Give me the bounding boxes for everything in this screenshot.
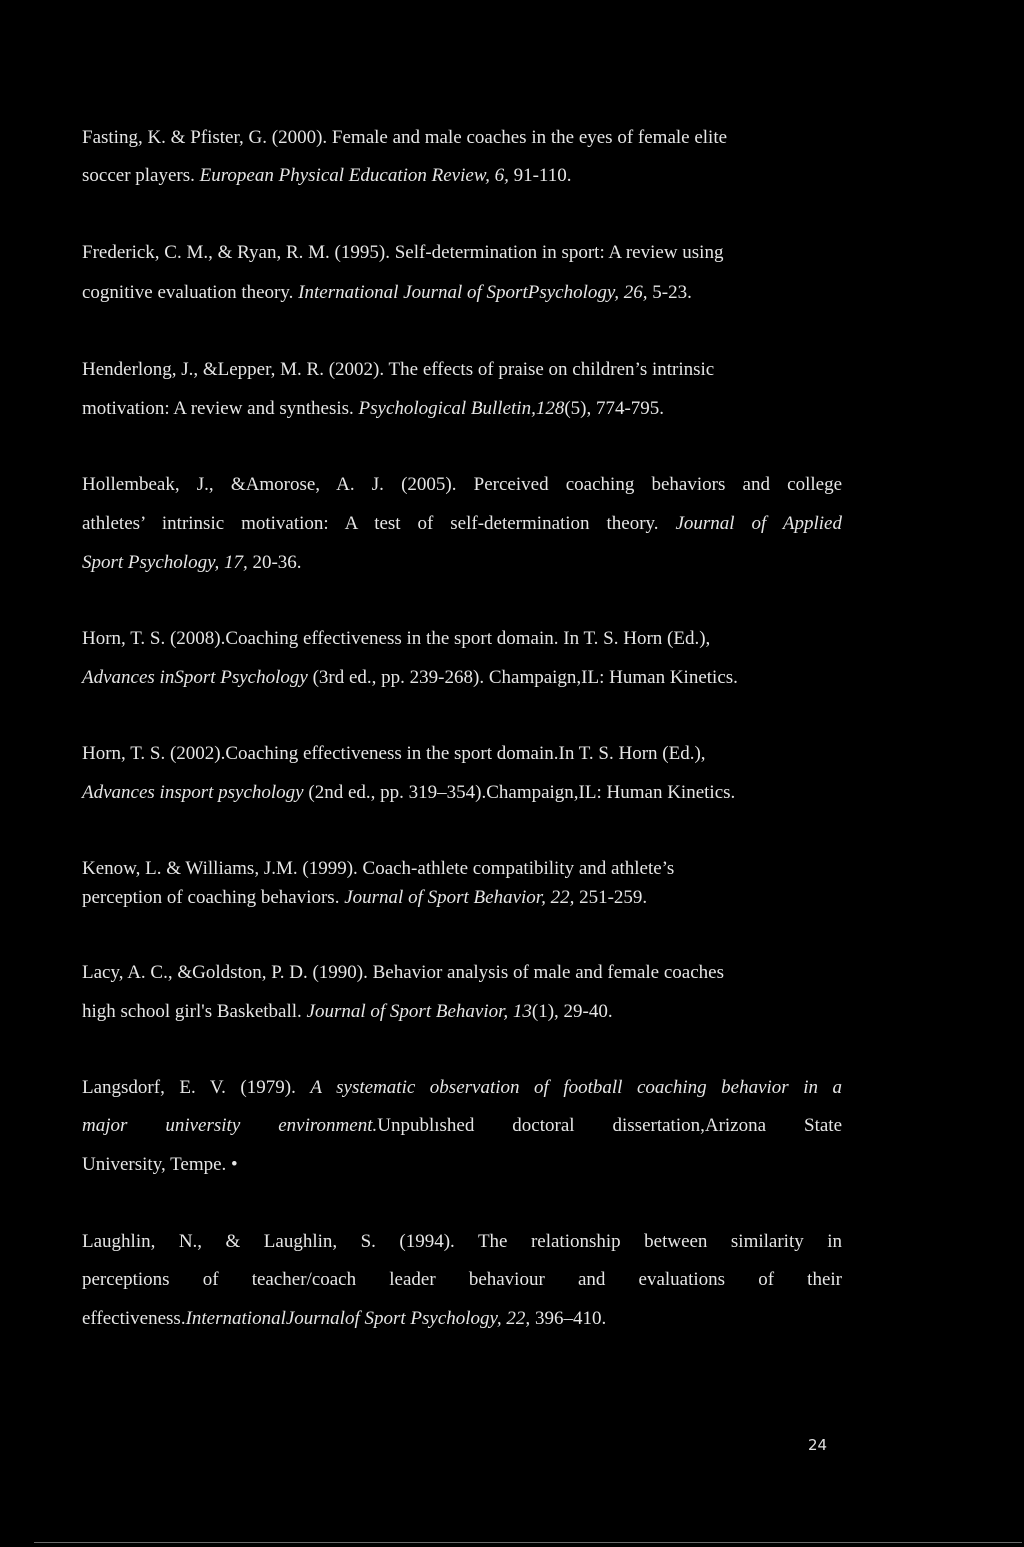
text-run: (2nd ed., pp. 319–354).Champaign,IL: Human Kinetics.: [303, 782, 736, 803]
italic-text: Advances insport psychology: [82, 782, 304, 803]
reference-line: [82, 1076, 842, 1100]
italic-text: International Journal of SportPsychology, 26,: [298, 282, 648, 303]
text-run: Laughlin, N., & Laughlin, S. (1994). The relationship between similarity in: [82, 1231, 842, 1252]
reference-line: [82, 164, 571, 188]
italic-text: Journal of Sport Behavior, 22,: [344, 887, 575, 908]
reference-line: [82, 241, 723, 265]
reference-line: [82, 1114, 842, 1138]
text-run: athletes’ intrinsic motivation: A test of self-determination theory.: [82, 513, 676, 534]
reference-line: [82, 1000, 613, 1024]
reference-line: [82, 627, 710, 651]
reference-line: [82, 742, 706, 766]
reference-line: [82, 857, 674, 881]
text-run: 91-110.: [508, 165, 572, 186]
text-run: soccer players.: [82, 165, 200, 186]
text-run: Fasting, K. & Pfister, G. (2000). Female and male coaches in the eyes of female elite: [82, 127, 728, 148]
reference-line: [82, 1268, 842, 1292]
text-run: perceptions of teacher/coach leader behaviour and evaluations of their: [82, 1269, 842, 1290]
italic-text: InternationalJournalof Sport Psychology, 22,: [185, 1308, 531, 1329]
text-run: 251-259.: [574, 887, 648, 908]
reference-line: [82, 666, 738, 690]
italic-text: Sport Psychology, 17,: [82, 552, 248, 573]
reference-line: [82, 126, 727, 150]
reference-line: [82, 1230, 842, 1254]
text-run: 20-36.: [247, 552, 302, 573]
text-run: 396–410.: [530, 1308, 607, 1329]
italic-text: European Physical Education Review,: [199, 165, 490, 186]
text-run: 5-23.: [647, 282, 692, 303]
text-run: Unpublıshed doctoral dissertation,Arizona State: [377, 1115, 842, 1136]
reference-line: [82, 1307, 606, 1331]
text-run: cognitive evaluation theory.: [82, 282, 299, 303]
italic-text: A systematic observation of football coaching behavior in a: [310, 1077, 842, 1098]
text-run: (3rd ed., pp. 239-268). Champaign,IL: Human Kinetics.: [307, 667, 738, 688]
reference-line: [82, 281, 692, 305]
text-run: Horn, T. S. (2008).Coaching effectiveness in the sport domain. In T. S. Horn (Ed.),: [82, 628, 711, 649]
italic-text: Journal of Sport Behavior, 13: [306, 1001, 532, 1022]
text-run: Horn, T. S. (2002).Coaching effectiveness in the sport domain.In T. S. Horn (Ed.),: [82, 743, 706, 764]
text-run: perception of coaching behaviors.: [82, 887, 345, 908]
bottom-rule: [34, 1542, 1022, 1543]
page-number: 24: [808, 1436, 828, 1454]
text-run: Lacy, A. C., &Goldston, P. D. (1990). Behavior analysis of male and female coaches: [82, 962, 724, 983]
reference-line: [82, 781, 735, 805]
text-run: (5), 774-795.: [564, 398, 665, 419]
reference-line: [82, 397, 664, 421]
reference-line: [82, 961, 724, 985]
text-run: Hollembeak, J., &Amorose, A. J. (2005). Perceived coaching behaviors and college: [82, 474, 842, 495]
reference-line: [82, 886, 647, 910]
text-run: Kenow, L. & Williams, J.M. (1999). Coach-athlete compatibility and athlete’s: [82, 858, 675, 879]
text-run: Frederick, C. M., & Ryan, R. M. (1995). Self-determination in sport: A review using: [82, 242, 724, 263]
reference-line: [82, 551, 302, 575]
italic-text: Advances inSport Psychology: [82, 667, 308, 688]
text-run: University, Tempe. •: [82, 1154, 238, 1175]
italic-text: 6,: [494, 165, 509, 186]
reference-line: [82, 1153, 238, 1177]
italic-text: Journal of Applied: [675, 513, 842, 534]
text-run: (1), 29-40.: [531, 1001, 613, 1022]
text-run: Henderlong, J., &Lepper, M. R. (2002). The effects of praise on children’s intrinsic: [82, 359, 715, 380]
text-run: motivation: A review and synthesis.: [82, 398, 359, 419]
reference-line: [82, 473, 842, 497]
text-run: Langsdorf, E. V. (1979).: [82, 1077, 311, 1098]
text-run: effectiveness.: [82, 1308, 186, 1329]
text-run: high school girl's Basketball.: [82, 1001, 307, 1022]
reference-line: [82, 512, 842, 536]
italic-text: Psychological Bulletin,128: [358, 398, 565, 419]
italic-text: major university environment.: [82, 1115, 378, 1136]
reference-line: [82, 358, 714, 382]
